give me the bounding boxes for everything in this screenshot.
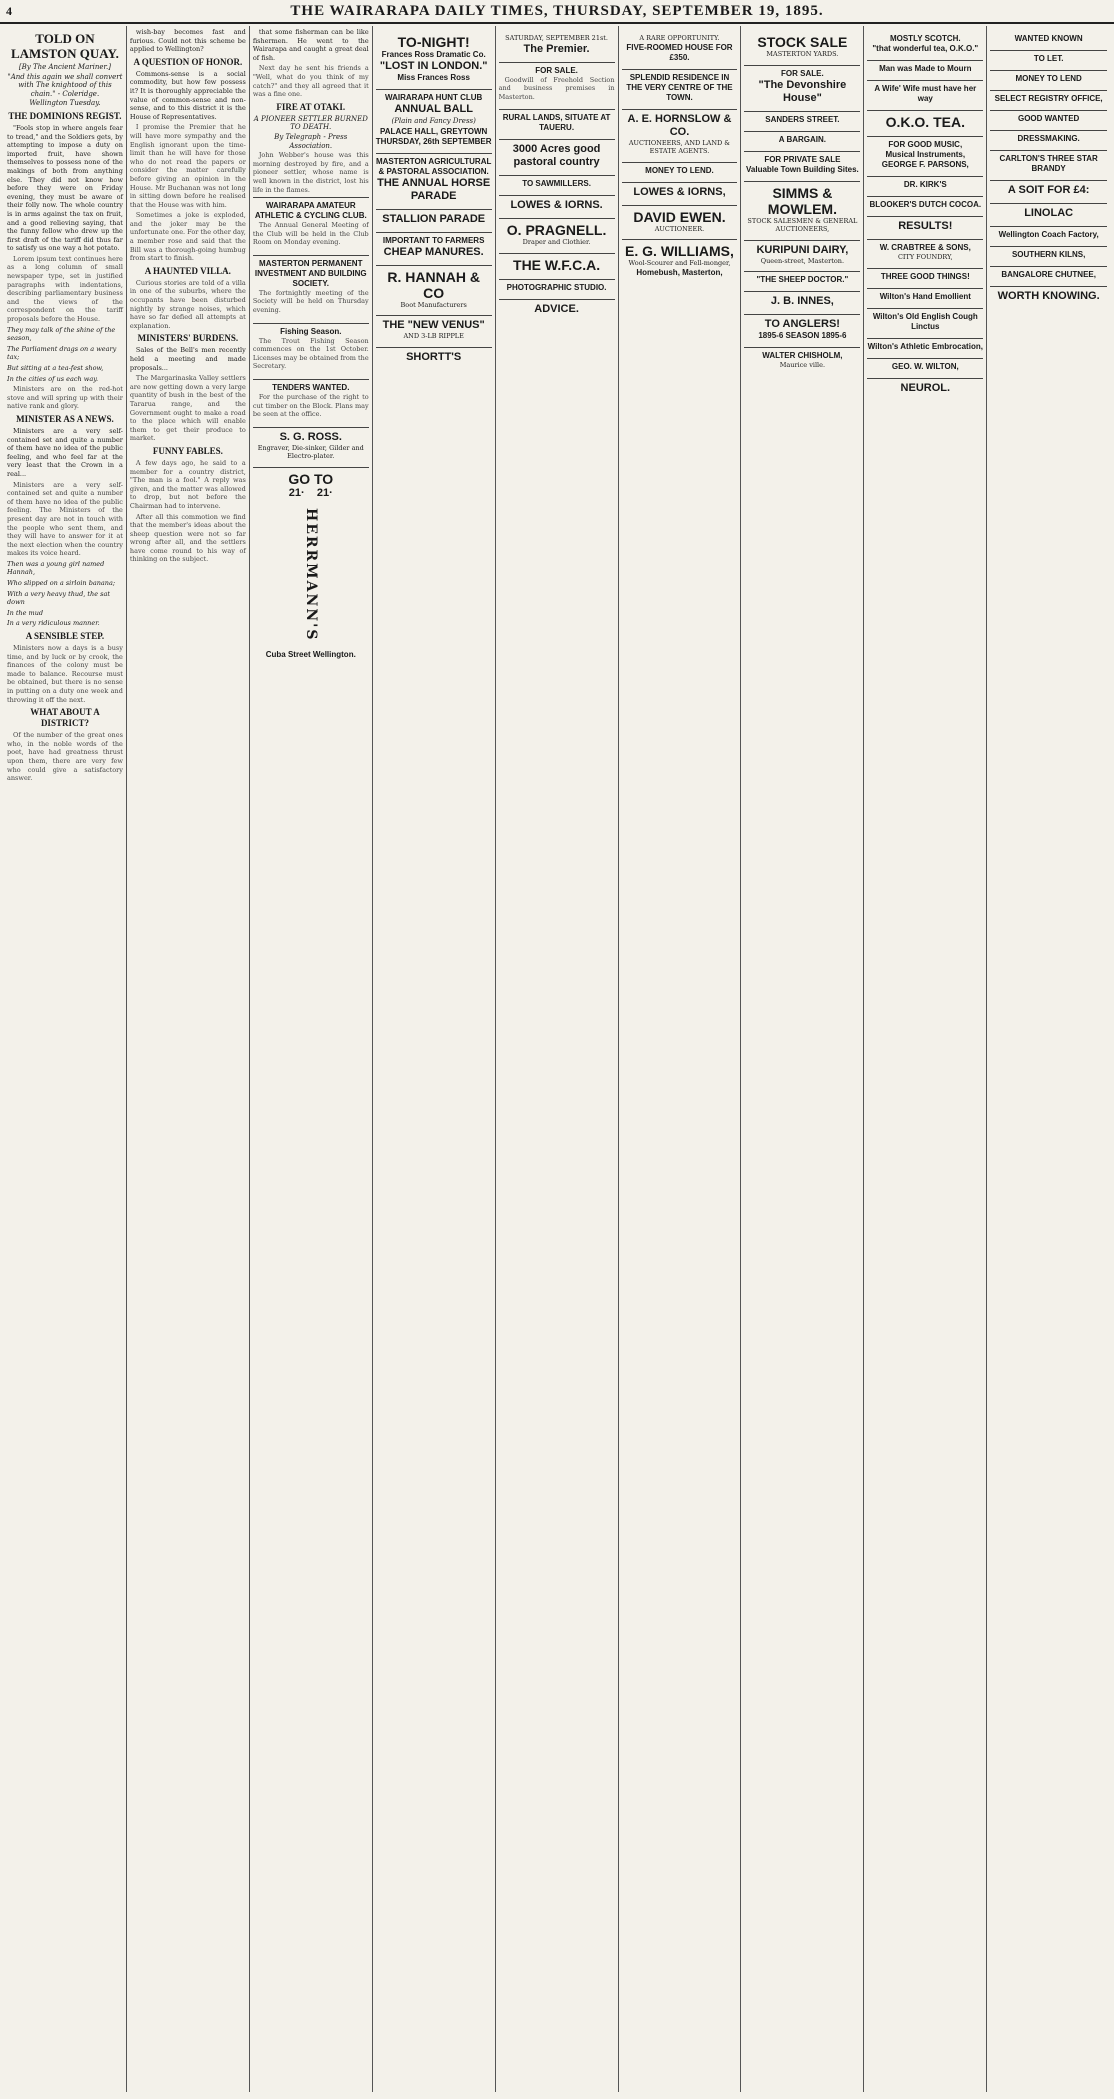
ad-southern-kilns	[990, 246, 1107, 263]
ad-embrocation	[867, 338, 983, 355]
masthead	[0, 0, 1114, 24]
ad-title: WAIRARAPA HUNT CLUB	[385, 93, 483, 102]
ad-hunt-club	[376, 89, 492, 150]
ad-wfca	[499, 253, 615, 276]
ad-title: FOR PRIVATE SALE	[764, 154, 841, 164]
ad-dr-kirks	[867, 176, 983, 193]
article-body-5: Of the number of the great ones who, in the noble words of the poet, have had greatness thrust upon them, there are very few who could give a satisfactory answer.	[7, 731, 123, 783]
ad-title: E. G. WILLIAMS,	[625, 243, 734, 260]
ad-rural-lands	[499, 109, 615, 136]
ad-title: WALTER CHISHOLM,	[762, 351, 843, 361]
ad-title: TO SAWMILLERS.	[522, 179, 591, 189]
ad-venue: PALACE HALL, GREYTOWN	[380, 126, 488, 136]
section-heading-3: MINISTERS' BURDENS.	[137, 333, 239, 344]
article-body-3: Curious stories are told of a villa in one of the suburbs, where the occupants have been disturbed nightly by strange noises, which have so far defied all attempts at explanation.	[129, 278, 246, 330]
ad-good-wanted	[990, 110, 1107, 127]
ad-title: NEUROL.	[900, 381, 951, 394]
ad-devonshire	[744, 65, 860, 108]
ad-suit	[990, 180, 1107, 200]
ad-for-sale: FOR SALE. Goodwill of Freehold Section and business premises in Masterton.	[499, 62, 615, 107]
ad-title: FOR GOOD MUSIC,	[888, 140, 963, 149]
ad-brandy	[990, 150, 1107, 177]
article-body-continued-2: Ministers are on the red-hot stove and will spring up with their native rank and glory.	[7, 385, 123, 411]
ad-neurol	[867, 378, 983, 398]
article-body-continued-2: Sometimes a joke is exploded, and the joker may be the unfortunate one. For the other day, a member rose and said that the Bill was a thorough-going humbug from start to finish.	[129, 211, 246, 263]
ad-title: Wilton's Athletic Embrocation,	[867, 341, 983, 351]
ad-title: Wilton's Old English Cough Linctus	[872, 311, 978, 331]
ad-title: Wilton's Hand Emollient	[879, 291, 971, 301]
ad-mostly-scotch	[867, 31, 983, 57]
ad-david-ewen	[622, 205, 738, 237]
ad-title: Wellington Coach Factory,	[998, 230, 1099, 239]
column-8	[864, 26, 987, 2092]
ad-anglers	[744, 314, 860, 344]
ad-williams	[622, 239, 738, 281]
ad-title: LINOLAC	[1024, 207, 1074, 219]
ad-mourn	[867, 60, 983, 77]
poem-2: Then was a young girl named Hannah, Who slipped on a sirloin banana; With a very heavy thud, the sat down In the mud In a very ridiculous manner.	[7, 559, 116, 628]
article-body-4: Ministers now a days is a busy time, and by luck or by crook, the finances of the colony must be made to balance. Recourse must be obtained, but there is no sense in putting on a duty one week and throwing it off the next.	[7, 644, 123, 704]
ad-hannah	[376, 265, 492, 313]
ad-title: FIVE-ROOMED HOUSE FOR £350.	[626, 42, 733, 62]
section-heading-4: WHAT ABOUT A DISTRICT?	[30, 707, 100, 729]
newspaper-columns	[4, 26, 1110, 2092]
section-sub: A PIONEER SETTLER BURNED TO DEATH.	[253, 114, 368, 132]
section-byline: By Telegraph - Press Association.	[274, 132, 348, 150]
article-body-3: Ministers are a very self-contained set and quite a number of them have no idea of the public feeling. The Ministers of the present day are not in touch with the people who sent them, and they will have to answer for it at the next election when the country makes its voice heard.	[7, 480, 123, 558]
ad-play: "LOST IN LONDON."	[379, 60, 488, 72]
ad-chutnee	[990, 266, 1107, 283]
ad-title: A SOIT FOR £4:	[1007, 184, 1090, 196]
article-body-7: After all this commotion we find that the member's ideas about the sheep question were not so far wrong after all, and the settlers have come round to his way of thinking on the subject.	[129, 512, 246, 564]
ad-sub: CITY FOUNDRY,	[897, 253, 953, 261]
ad-sub: MASTERTON YARDS.	[766, 50, 839, 58]
ad-title: O.K.O. TEA.	[885, 114, 965, 130]
ad-title: STALLION PARADE	[382, 212, 486, 225]
ad-wanted-known	[990, 31, 1107, 47]
notice-fishing-season: Fishing Season. The Trout Fishing Season commences on the 1st October. Licenses may be obtained from the Secretary.	[253, 323, 369, 376]
ad-title: DAVID EWEN.	[633, 208, 726, 225]
ad-title: 3000 Acres good pastoral country	[512, 143, 601, 169]
article-body-5: The Margarinaska Valley settlers are now getting down a very large quantity of bush in the best of the Tararua range, and the Government ought to make a road to the place which will enable them to get their produce to market.	[129, 374, 246, 443]
ad-title: THE "NEW VENUS"	[382, 319, 485, 332]
ad-title: CARLTON'S THREE STAR BRANDY	[999, 154, 1098, 173]
ad-title: ADVICE.	[534, 302, 579, 315]
ad-title: MOSTLY SCOTCH.	[889, 34, 961, 43]
ad-title: TO ANGLERS!	[764, 318, 840, 331]
ad-title: FOR SALE.	[781, 68, 824, 78]
ad-title: SELECT REGISTRY OFFICE,	[994, 94, 1103, 103]
section-heading-4: FUNNY FABLES.	[152, 445, 223, 456]
ad-title: WORTH KNOWING.	[997, 290, 1100, 302]
ad-title: LOWES & IORNS,	[633, 185, 726, 198]
ad-sub: Boot Manufacturers	[400, 300, 467, 309]
ad-title: O. PRAGNELL.	[506, 222, 607, 239]
ad-emollient	[867, 288, 983, 305]
ad-cough	[867, 308, 983, 335]
ad-go-to: GO TO 21· 21· HERRMANN'S Cuba Street Wellington.	[253, 467, 369, 663]
ad-title: GOOD WANTED	[1017, 114, 1080, 123]
ad-farmers	[376, 232, 492, 262]
ad-event: CHEAP MANURES.	[383, 245, 484, 258]
ad-sub: Queen-street, Masterton.	[760, 256, 845, 265]
ad-rare-opportunity	[622, 31, 738, 66]
ad-three-good	[867, 268, 983, 285]
article-body: wish-bay becomes fast and furious. Could not this scheme be applied to Wellington?	[129, 28, 246, 54]
ad-building-sites	[744, 151, 860, 178]
ad-lowes-iorns-2	[622, 182, 738, 202]
ad-innes	[744, 291, 860, 311]
ad-title: SPLENDID RESIDENCE IN THE VERY CENTRE OF THE TOWN.	[626, 72, 733, 102]
page-number: 4	[6, 3, 13, 18]
ad-worth-knowing	[990, 286, 1107, 306]
ad-bargain	[744, 131, 860, 148]
ad-star: Miss Frances Ross	[397, 73, 470, 82]
ad-blooker	[867, 196, 983, 213]
section-heading: THE DOMINIONS REGIST.	[8, 110, 122, 121]
ad-good-music	[867, 136, 983, 173]
ad-sub: Draper and Clothier.	[522, 238, 591, 247]
column-7	[741, 26, 864, 2092]
article-body-2: John Webber's house was this morning destroyed by fire, and a pioneer settler, whose name is well known in the district, lost his life in the flames.	[252, 151, 369, 194]
ad-ross: S. G. ROSS. Engraver, Die-sinker, Gilder and Electro-plater.	[253, 427, 369, 464]
section-heading-2: A HAUNTED VILLA.	[144, 265, 231, 276]
poem: They may talk of the shine of the season, The Parliament drags on a weary tax; But sitting at a tea-fest show, In the cities of us each way.	[7, 325, 117, 383]
ad-quote: "that wonderful tea, O.K.O."	[872, 44, 979, 53]
ad-ap-association	[376, 153, 492, 206]
column-9	[987, 26, 1110, 2092]
ad-money-lend	[990, 70, 1107, 87]
article-body: that some fisherman can be like fishermen. He went to the Wairarapa and caught a great deal of fish.	[252, 28, 369, 62]
ad-sub: Musical Instruments,	[885, 150, 966, 159]
article-body-continued: I promise the Premier that he will have more sympathy and the English ignorant upon the time-limit than he will have for those who do not read the papers or consider the matter carefully before giving an opinion in the House. Mr Buchanan was not long in sitting down before he realised that the House was with him.	[129, 123, 246, 209]
ad-dressmaking	[990, 130, 1107, 147]
ad-crabtree	[867, 239, 983, 265]
ad-title: STOCK SALE	[757, 34, 848, 50]
ad-title: A Wife' Wife must have her way	[874, 84, 977, 103]
ad-title: TO-NIGHT!	[397, 34, 470, 50]
ad-linolac	[990, 203, 1107, 223]
article-body-4: Sales of the Bell's men recently held a meeting and made proposals...	[129, 346, 246, 372]
notice-investment: MASTERTON PERMANENT INVESTMENT AND BUILDING SOCIETY. The fortnightly meeting of the Society will be held on Thursday evening.	[253, 255, 369, 320]
ad-sub: AND 3-LB RIPPLE	[403, 332, 464, 341]
ad-oko-tea	[867, 110, 983, 133]
ad-wife	[867, 80, 983, 107]
column-4	[373, 26, 496, 2092]
notice-amateur-athletic: WAIRARAPA AMATEUR ATHLETIC & CYCLING CLUB. The Annual General Meeting of the Club will be held in the Club Room on Monday evening.	[253, 197, 369, 252]
ad-new-venus	[376, 315, 492, 344]
ad-title: SIMMS & MOWLEM.	[767, 184, 837, 217]
article-byline: [By The Ancient Mariner.]	[18, 63, 112, 71]
ad-title: SANDERS STREET.	[765, 114, 840, 124]
ad-title: Man was Made to Mourn	[879, 64, 972, 73]
ad-title: R. HANNAH & CO	[387, 268, 480, 301]
ad-sub: 1895-6 SEASON 1895-6	[758, 331, 847, 341]
ad-title: MASTERTON AGRICULTURAL & PASTORAL ASSOCIATION.	[375, 156, 492, 176]
ad-coach-factory	[990, 226, 1107, 243]
ad-sub: Wool-Scourer and Fell-monger,	[628, 259, 731, 268]
ad-title: THREE GOOD THINGS!	[880, 271, 970, 281]
ad-title: MONEY TO LEND	[1015, 74, 1082, 83]
article-body-2: Ministers are a very self-contained set and quite a number of them have no idea of the public feeling, and who feel far at the very least that the Crown in a real...	[7, 426, 123, 478]
ad-residence	[622, 69, 738, 106]
ad-pragnell	[499, 218, 615, 250]
ad-foot: Homebush, Masterton,	[636, 267, 723, 277]
ad-shortts	[376, 347, 492, 367]
notice-tenders: TENDERS WANTED. For the purchase of the right to cut timber on the Block. Plans may be seen at the office.	[253, 379, 369, 424]
ad-chisholm	[744, 347, 860, 373]
ad-sub: (Plain and Fancy Dress)	[391, 117, 476, 125]
article-body: "Fools stop in where angels fear to tread," and the Soldiers gets, by attempting to impose a duty on imported fruit, have shown themselves to possess none of the makings of both from anything else. They did not know how before they were on Friday evening, they must be aware of their folly now. The whole country is in arms against the tax on fruit, and a good relieving saying, that the funny fellow who drew up the first draft of the tariff did thus far to satisfy us one way a hot potato.	[7, 123, 123, 253]
ad-event: THE ANNUAL HORSE PARADE	[377, 176, 491, 202]
ad-date: THURSDAY, 26th SEPTEMBER	[375, 136, 492, 146]
ad-results	[867, 216, 983, 236]
ad-title: The Premier.	[523, 42, 590, 55]
ad-sanders	[744, 111, 860, 128]
column-1	[4, 26, 127, 2092]
ad-sheep-doctor	[744, 271, 860, 288]
article-title: TOLD ON LAMSTON QUAY.	[11, 31, 119, 61]
ad-title: TO LET.	[1033, 54, 1064, 63]
ad-name: GEORGE F. PARSONS,	[881, 160, 969, 169]
ad-name: "The Devonshire House"	[758, 78, 847, 104]
ad-title: LOWES & IORNS.	[510, 199, 603, 212]
ad-stock-sale	[744, 31, 860, 62]
ad-title: DRESSMAKING.	[1017, 134, 1080, 143]
section-heading: A QUESTION OF HONOR.	[133, 56, 243, 67]
column-3	[250, 26, 373, 2092]
column-2	[127, 26, 250, 2092]
ad-pastoral	[499, 139, 615, 172]
ad-sawmillers	[499, 175, 615, 192]
ad-title: THE W.F.C.A.	[513, 256, 601, 273]
ad-money-to-lend	[622, 162, 738, 179]
ad-title: A. E. HORNSLOW & CO.	[627, 112, 732, 138]
ad-kuripuni	[744, 240, 860, 269]
ad-title: J. B. INNES,	[770, 295, 834, 308]
article-body-2: Commons-sense is a social commodity, but how few possess it? It is thoroughly appreciable the value of common-sense and non-sense, and to this district it is the House of Representatives.	[129, 69, 246, 121]
ad-sub: AUCTIONEER.	[654, 224, 705, 233]
column-6	[619, 26, 742, 2092]
ad-title: GEO. W. WILTON,	[891, 361, 959, 371]
ad-premier	[499, 31, 615, 59]
section-heading: FIRE AT OTAKI.	[276, 101, 346, 112]
ad-lowes-iorns	[499, 195, 615, 215]
ad-hornslow	[622, 109, 738, 159]
ad-title: BLOOKER'S DUTCH COCOA.	[869, 200, 982, 209]
ad-event: ANNUAL BALL	[394, 103, 473, 115]
masthead-title: THE WAIRARAPA DAILY TIMES, THURSDAY, SEPTEMBER 19, 1895.	[290, 2, 824, 19]
ad-title: PHOTOGRAPHIC STUDIO.	[506, 282, 607, 292]
ad-photographic	[499, 279, 615, 296]
column-5	[496, 26, 619, 2092]
ad-title: "THE SHEEP DOCTOR."	[756, 275, 849, 285]
ad-title: RESULTS!	[898, 220, 953, 232]
ad-simms-mowlem	[744, 181, 860, 237]
ad-stallion-parade	[376, 209, 492, 229]
ad-to-night	[376, 31, 492, 86]
article-dateline: Wellington Tuesday.	[29, 99, 101, 108]
ad-registry	[990, 90, 1107, 107]
ad-title: KURIPUNI DAIRY,	[756, 243, 849, 256]
section-heading-2: MINISTER AS A NEWS.	[16, 413, 114, 424]
article-body-continued: Next day he sent his friends a "Well, what do you think of my catch?" and they all agreed that it was a fine one.	[252, 64, 369, 99]
ad-title: BANGALORE CHUTNEE,	[1001, 270, 1096, 279]
ad-company: Frances Ross Dramatic Co.	[381, 50, 486, 59]
ad-title: W. CRABTREE & SONS,	[879, 243, 971, 252]
ad-sub: STOCK SALESMEN & GENERAL AUCTIONEERS,	[747, 216, 858, 234]
article-body-6: A few days ago, he said to a member for a country district, "The man is a fool." A reply was given, and the matter was allowed to drop, but not before the Chairman had to intervene.	[129, 458, 246, 510]
article-epigraph: "And this again we shall convert with The knightood of this chain." - Coleridge.	[7, 72, 123, 98]
ad-head: SATURDAY, SEPTEMBER 21st.	[505, 34, 608, 42]
ad-title: A BARGAIN.	[778, 134, 827, 144]
ad-title: DR. KIRK'S	[903, 180, 947, 189]
ad-title: SHORTT'S	[406, 350, 462, 363]
ad-wilton	[867, 358, 983, 375]
ad-title: MONEY TO LEND.	[645, 165, 714, 175]
ad-title: WANTED KNOWN	[1014, 34, 1083, 43]
ad-sub: AUCTIONEERS, AND LAND & ESTATE AGENTS.	[628, 138, 731, 156]
ad-title: SOUTHERN KILNS,	[1011, 250, 1086, 259]
section-heading-3: A SENSIBLE STEP.	[25, 631, 105, 642]
article-body-continued: Lorem ipsum text continues here as a long column of small newspaper type, set in justified paragraphs with indentations, describing parliamentary business and the views of the correspondent on the tariff proposals before the House.	[7, 254, 123, 324]
ad-advice	[499, 299, 615, 319]
ad-title: FOR SALE.	[535, 65, 578, 75]
ad-title: IMPORTANT TO FARMERS	[382, 235, 485, 245]
ad-sub: Valuable Town Building Sites.	[746, 164, 859, 174]
ad-to-let	[990, 50, 1107, 67]
ad-title: RURAL LANDS, SITUATE AT TAUERU.	[502, 113, 611, 133]
ad-sub: Maurice ville.	[779, 361, 826, 370]
ad-head: A RARE OPPORTUNITY.	[639, 34, 720, 42]
